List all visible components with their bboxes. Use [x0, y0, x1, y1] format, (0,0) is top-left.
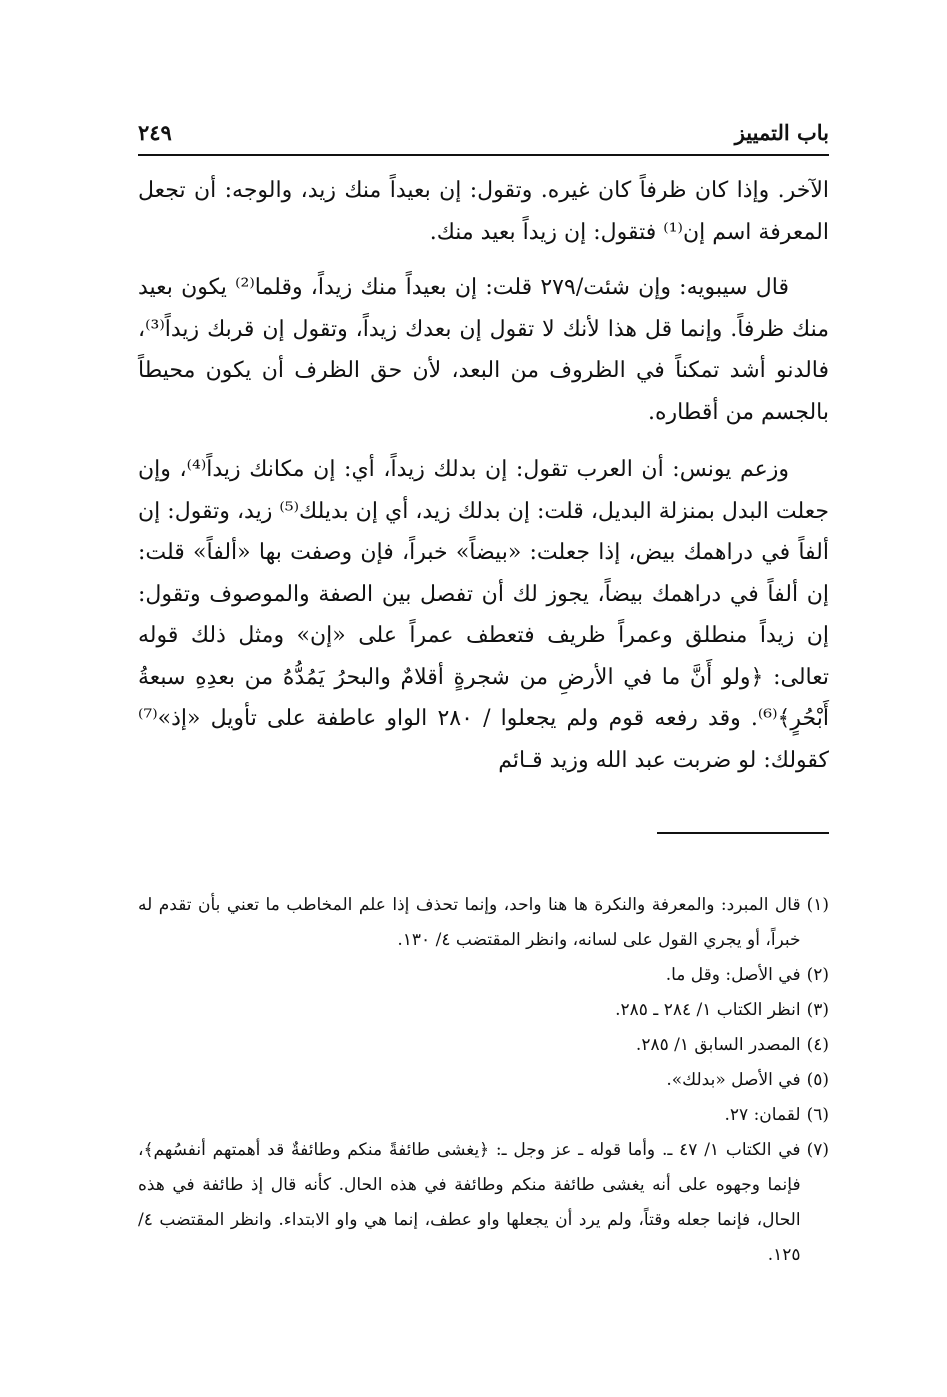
- footnote-4: [138, 1028, 829, 1063]
- page-number: ٢٤٩: [138, 120, 172, 145]
- footnote-text: في الأصل «بدلك».: [666, 1070, 801, 1090]
- footnote-5: [138, 1063, 829, 1098]
- footnote-text: في الأصل: وقل ما.: [665, 965, 801, 985]
- footnote-number: (٥): [806, 1070, 829, 1090]
- footnote-text: انظر الكتاب ١/ ٢٨٤ ـ ٢٨٥.: [615, 1000, 801, 1020]
- paragraph-2: قال سيبويه: وإن شئت/٢٧٩ قلت: إن بعيداً منك زيداً، وقلما⁽²⁾ يكون بعيد منك ظرفاً. وإنما قل هذا لأنك لا تقول إن بعدك زيداً، وتقول إن قربك زيداً⁽³⁾، فالدنو أشد تمكناً في الظروف من البعد، لأن حق الظرف أن يكون محيطاً بالجسم من أقطاره.: [138, 275, 829, 425]
- footnote-7: [138, 1133, 829, 1273]
- footnote-text: في الكتاب ١/ ٤٧ ـ. وأما قوله ـ عز وجل ـ: ﴿يغشى طائفةً منكم وطائفةٌ قد أهمتهم أنفسُهم﴾، فإنما وجهوه على أنه يغشى طائفة منكم وطائفة في هذه الحال. كأنه قال إذ طائفة في هذه الحال، فإنما جعله وقتاً، ولم يرد أن يجعلها واو عطف، إنما هي واو الابتداء. وانظر المقتضب ٤/ ١٢٥.: [138, 1140, 801, 1265]
- footnotes-list: [138, 888, 829, 1273]
- footnote-text: قال المبرد: والمعرفة والنكرة ها هنا واحد، وإنما تحذف إذا علم المخاطب ما تعني بأن تقدم له خبراً، أو يجري القول على لسانه، وانظر المقتضب ٤/ ١٣٠.: [138, 895, 801, 950]
- page-header: [138, 118, 829, 156]
- footnote-number: (٦): [806, 1105, 829, 1125]
- footnote-number: (٧): [806, 1140, 829, 1160]
- footnote-text: المصدر السابق ١/ ٢٨٥.: [635, 1035, 801, 1055]
- chapter-title: باب التمييز: [734, 120, 829, 145]
- paragraph-3: وزعم يونس: أن العرب تقول: إن بدلك زيداً، أي: إن مكانك زيداً⁽⁴⁾، وإن جعلت البدل بمنزلة البديل، قلت: إن بدلك زيد، أي إن بديلك⁽⁵⁾ زيد، وتقول: إن ألفاً في دراهمك بيض، إذا جعلت: «بيضاً» خبراً، فإن وصفت بها «ألفاً» قلت: إن ألفاً في دراهمك بيضاً، يجوز لك أن تفصل بين الصفة والموصوف وتقول: إن زيداً منطلق وعمراً ظريف فتعطف عمراً على «إن» ومثل ذلك قوله تعالى: ﴿ولو أَنَّ ما في الأرضِ من شجرةٍ أقلامٌ والبحرُ يَمُدُّهُ من بعدِهِ سبعةُ أَبْحُرٍ﴾⁽⁶⁾. وقد رفعه قوم ولم يجعلوا / ٢٨٠ الواو عاطفة على تأويل «إذ»⁽⁷⁾ كقولك: لو ضربت عبد الله وزيد قـائم: [138, 457, 829, 773]
- footnote-separator: [657, 832, 829, 834]
- footnote-text: لقمان: ٢٧.: [724, 1105, 801, 1125]
- footnote-3: [138, 993, 829, 1028]
- footnote-number: (٣): [806, 1000, 829, 1020]
- footnote-1: [138, 888, 829, 958]
- paragraph-1: الآخر. وإذا كان ظرفاً كان غيره. وتقول: إن بعيداً منك زيد، والوجه: أن تجعل المعرفة اسم إن⁽¹⁾ فتقول: إن زيداً بعيد منك.: [138, 178, 830, 245]
- footnote-6: [138, 1098, 829, 1133]
- footnote-2: [138, 958, 829, 993]
- main-text: [138, 170, 829, 781]
- footnote-number: (٤): [806, 1035, 829, 1055]
- footnote-number: (١): [806, 895, 829, 915]
- footnote-number: (٢): [806, 965, 829, 985]
